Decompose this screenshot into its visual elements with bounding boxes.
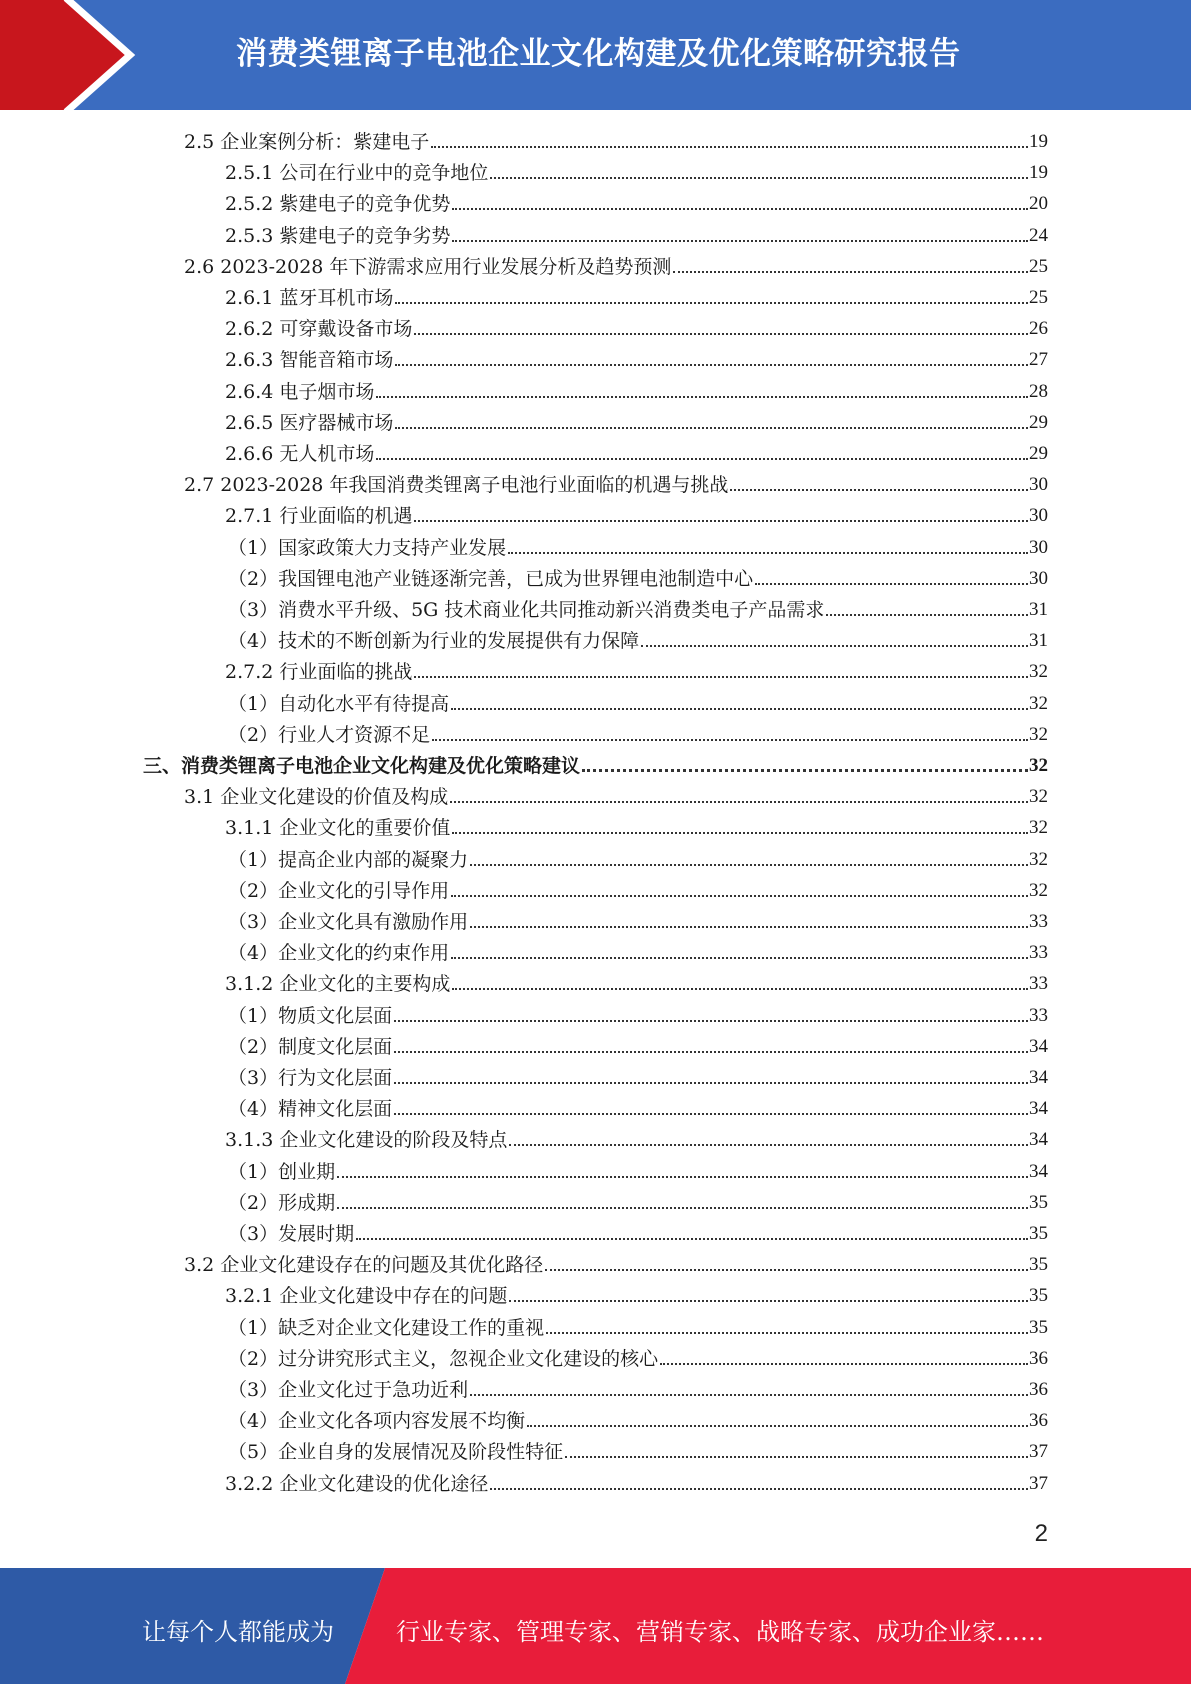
toc-dot-leader — [394, 1113, 1028, 1115]
toc-entry-page: 37 — [1029, 1441, 1048, 1462]
toc-entry-title: （4）企业文化的约束作用 — [228, 942, 450, 964]
toc-dot-leader — [470, 926, 1028, 928]
toc-dot-leader — [470, 864, 1028, 866]
toc-entry[interactable] — [228, 846, 1048, 874]
toc-dot-leader — [452, 240, 1028, 242]
toc-entry-title: 2.6 2023-2028 年下游需求应用行业发展分析及趋势预测 — [184, 256, 672, 278]
toc-entry[interactable] — [225, 222, 1048, 250]
toc-entry-page: 31 — [1029, 630, 1048, 651]
footer-slogan-left: 让每个人都能成为 — [142, 1618, 334, 1646]
toc-entry-page: 35 — [1029, 1192, 1048, 1213]
toc-entry-page: 29 — [1029, 443, 1048, 464]
toc-entry[interactable] — [228, 534, 1048, 562]
toc-entry-title: 2.6.2 可穿戴设备市场 — [225, 318, 413, 340]
toc-dot-leader — [565, 1456, 1028, 1458]
toc-entry[interactable] — [228, 1314, 1048, 1342]
toc-dot-leader — [376, 458, 1028, 460]
toc-entry-title: 2.5.2 紫建电子的竞争优势 — [225, 193, 451, 215]
toc-entry-title: （4）精神文化层面 — [228, 1098, 393, 1120]
toc-entry-page: 34 — [1029, 1129, 1048, 1150]
toc-entry-page: 32 — [1029, 817, 1048, 838]
toc-dot-leader — [660, 1363, 1028, 1365]
toc-entry-title: （1）创业期 — [228, 1161, 336, 1183]
toc-entry[interactable] — [225, 814, 1048, 842]
toc-dot-leader — [490, 1488, 1028, 1490]
toc-entry[interactable] — [184, 128, 1048, 156]
toc-entry-page: 34 — [1029, 1067, 1048, 1088]
toc-entry[interactable] — [228, 690, 1048, 718]
toc-entry-page: 35 — [1029, 1223, 1048, 1244]
toc-dot-leader — [509, 1300, 1028, 1302]
toc-entry-title: 3.1.1 企业文化的重要价值 — [225, 817, 451, 839]
toc-entry[interactable] — [228, 1376, 1048, 1404]
toc-entry[interactable] — [225, 440, 1048, 468]
toc-entry-page: 19 — [1029, 131, 1048, 152]
toc-dot-leader — [431, 146, 1028, 148]
toc-entry-page: 34 — [1029, 1098, 1048, 1119]
toc-dot-leader — [508, 552, 1028, 554]
toc-entry[interactable] — [228, 1158, 1048, 1186]
toc-entry-title: （3）企业文化具有激励作用 — [228, 911, 469, 933]
toc-entry-title: （2）形成期 — [228, 1192, 336, 1214]
toc-entry-title: 2.6.1 蓝牙耳机市场 — [225, 287, 394, 309]
toc-dot-leader — [451, 708, 1028, 710]
toc-dot-leader — [545, 1269, 1028, 1271]
toc-entry[interactable] — [228, 1189, 1048, 1217]
toc-dot-leader — [414, 333, 1028, 335]
toc-entry[interactable] — [225, 378, 1048, 406]
toc-entry[interactable] — [225, 346, 1048, 374]
toc-entry[interactable] — [228, 1407, 1048, 1435]
toc-entry-page: 30 — [1029, 537, 1048, 558]
toc-entry[interactable] — [225, 190, 1048, 218]
toc-entry-title: （2）过分讲究形式主义，忽视企业文化建设的核心 — [228, 1348, 659, 1370]
toc-entry-title: 2.7.2 行业面临的挑战 — [225, 661, 413, 683]
toc-entry-title: 2.5.1 公司在行业中的竞争地位 — [225, 162, 489, 184]
toc-entry-title: （3）发展时期 — [228, 1223, 355, 1245]
toc-entry-title: 2.5.3 紫建电子的竞争劣势 — [225, 225, 451, 247]
toc-entry-title: 3.2 企业文化建设存在的问题及其优化路径 — [184, 1254, 544, 1276]
toc-entry[interactable] — [228, 596, 1048, 624]
toc-entry-page: 35 — [1029, 1285, 1048, 1306]
toc-entry[interactable] — [184, 1251, 1048, 1279]
toc-entry-title: （1）物质文化层面 — [228, 1005, 393, 1027]
toc-entry-title: 2.6.5 医疗器械市场 — [225, 412, 394, 434]
toc-entry-title: 3.2.2 企业文化建设的优化途径 — [225, 1473, 489, 1495]
toc-entry-page: 25 — [1029, 287, 1048, 308]
toc-entry[interactable] — [228, 565, 1048, 593]
toc-entry[interactable] — [228, 1002, 1048, 1030]
toc-entry-page: 35 — [1029, 1254, 1048, 1275]
toc-dot-leader — [582, 769, 1028, 772]
toc-entry-page: 36 — [1029, 1379, 1048, 1400]
toc-dot-leader — [395, 364, 1028, 366]
toc-entry[interactable] — [225, 315, 1048, 343]
toc-entry[interactable] — [228, 721, 1048, 749]
toc-entry-title: （2）制度文化层面 — [228, 1036, 393, 1058]
toc-entry[interactable] — [225, 409, 1048, 437]
toc-entry-page: 37 — [1029, 1473, 1048, 1494]
toc-dot-leader — [490, 177, 1028, 179]
toc-entry[interactable] — [228, 939, 1048, 967]
toc-entry-title: （2）我国锂电池产业链逐渐完善，已成为世界锂电池制造中心 — [228, 568, 754, 590]
toc-entry-page: 32 — [1029, 661, 1048, 682]
toc-entry-title: （3）行为文化层面 — [228, 1067, 393, 1089]
toc-entry-page: 26 — [1029, 318, 1048, 339]
toc-entry-page: 35 — [1029, 1317, 1048, 1338]
toc-entry-page: 32 — [1029, 755, 1048, 776]
toc-dot-leader — [509, 1144, 1028, 1146]
toc-entry[interactable] — [225, 1470, 1048, 1498]
toc-entry-page: 20 — [1029, 193, 1048, 214]
toc-entry-title: 2.5 企业案例分析：紫建电子 — [184, 131, 430, 153]
toc-entry-title: （3）消费水平升级、5G 技术商业化共同推动新兴消费类电子产品需求 — [228, 599, 825, 621]
toc-entry[interactable] — [225, 658, 1048, 686]
toc-entry-title: 2.6.4 电子烟市场 — [225, 381, 375, 403]
toc-dot-leader — [394, 1082, 1028, 1084]
toc-entry-title: （1）缺乏对企业文化建设工作的重视 — [228, 1317, 545, 1339]
toc-entry[interactable] — [184, 783, 1048, 811]
toc-entry-page: 27 — [1029, 349, 1048, 370]
toc-dot-leader — [673, 271, 1028, 273]
toc-entry[interactable] — [184, 253, 1048, 281]
toc-entry[interactable] — [228, 1095, 1048, 1123]
toc-entry-page: 30 — [1029, 568, 1048, 589]
toc-entry-title: 2.6.3 智能音箱市场 — [225, 349, 394, 371]
toc-entry-title: （2）企业文化的引导作用 — [228, 880, 450, 902]
toc-entry-title: （4）技术的不断创新为行业的发展提供有力保障 — [228, 630, 640, 652]
toc-entry-title: （1）提高企业内部的凝聚力 — [228, 849, 469, 871]
toc-dot-leader — [395, 302, 1028, 304]
toc-dot-leader — [414, 676, 1028, 678]
toc-dot-leader — [394, 1051, 1028, 1053]
header-banner — [0, 0, 1191, 110]
toc-entry-title: （5）企业自身的发展情况及阶段性特征 — [228, 1441, 564, 1463]
page-number: 2 — [1034, 1520, 1048, 1547]
toc-entry-page: 32 — [1029, 724, 1048, 745]
toc-dot-leader — [452, 988, 1028, 990]
toc-entry-page: 33 — [1029, 1005, 1048, 1026]
toc-entry-page: 24 — [1029, 225, 1048, 246]
toc-entry-page: 29 — [1029, 412, 1048, 433]
toc-entry-title: 3.1.2 企业文化的主要构成 — [225, 973, 451, 995]
toc-dot-leader — [451, 957, 1028, 959]
toc-entry-page: 32 — [1029, 880, 1048, 901]
toc-entry[interactable] — [225, 284, 1048, 312]
toc-dot-leader — [337, 1176, 1028, 1178]
toc-dot-leader — [356, 1238, 1028, 1240]
toc-entry-page: 34 — [1029, 1036, 1048, 1057]
toc-dot-leader — [546, 1332, 1028, 1334]
toc-entry-title: 3.1 企业文化建设的价值及构成 — [184, 786, 449, 808]
toc-dot-leader — [395, 427, 1028, 429]
toc-entry[interactable] — [225, 970, 1048, 998]
toc-entry[interactable] — [228, 908, 1048, 936]
toc-dot-leader — [755, 583, 1028, 585]
toc-entry-page: 32 — [1029, 693, 1048, 714]
toc-entry-title: 三、消费类锂离子电池企业文化构建及优化策略建议 — [143, 755, 581, 777]
toc-dot-leader — [432, 739, 1028, 741]
toc-entry-title: （1）自动化水平有待提高 — [228, 693, 450, 715]
toc-entry-title: 3.2.1 企业文化建设中存在的问题 — [225, 1285, 508, 1307]
toc-entry-title: （1）国家政策大力支持产业发展 — [228, 537, 507, 559]
toc-dot-leader — [376, 396, 1028, 398]
toc-entry-page: 28 — [1029, 381, 1048, 402]
toc-dot-leader — [730, 489, 1028, 491]
toc-dot-leader — [452, 208, 1028, 210]
toc-entry-page: 33 — [1029, 973, 1048, 994]
toc-entry-title: （4）企业文化各项内容发展不均衡 — [228, 1410, 526, 1432]
toc-dot-leader — [450, 801, 1028, 803]
toc-entry[interactable] — [225, 502, 1048, 530]
toc-entry-page: 30 — [1029, 505, 1048, 526]
toc-entry-page: 19 — [1029, 162, 1048, 183]
toc-dot-leader — [394, 1020, 1028, 1022]
toc-entry[interactable] — [225, 159, 1048, 187]
toc-dot-leader — [451, 895, 1028, 897]
toc-entry-page: 33 — [1029, 942, 1048, 963]
toc-dot-leader — [641, 645, 1028, 647]
toc-entry[interactable] — [184, 471, 1048, 499]
toc-dot-leader — [452, 832, 1028, 834]
toc-entry[interactable] — [228, 627, 1048, 655]
toc-entry-page: 36 — [1029, 1348, 1048, 1369]
toc-entry[interactable] — [228, 1033, 1048, 1061]
toc-entry-title: 3.1.3 企业文化建设的阶段及特点 — [225, 1129, 508, 1151]
toc-entry[interactable] — [225, 1282, 1048, 1310]
toc-dot-leader — [527, 1425, 1028, 1427]
toc-dot-leader — [470, 1394, 1028, 1396]
toc-entry-title: （2）行业人才资源不足 — [228, 724, 431, 746]
toc-entry[interactable] — [228, 1438, 1048, 1466]
toc-entry-title: 2.7 2023-2028 年我国消费类锂离子电池行业面临的机遇与挑战 — [184, 474, 729, 496]
toc-entry-title: （3）企业文化过于急功近利 — [228, 1379, 469, 1401]
toc-entry[interactable] — [228, 1345, 1048, 1373]
footer-slogan-right: 行业专家、管理专家、营销专家、战略专家、成功企业家…… — [396, 1618, 1044, 1646]
toc-entry-title: 2.7.1 行业面临的机遇 — [225, 505, 413, 527]
toc-entry[interactable] — [143, 752, 1048, 780]
toc-entry[interactable] — [225, 1126, 1048, 1154]
toc-entry-page: 30 — [1029, 474, 1048, 495]
report-title: 消费类锂离子电池企业文化构建及优化策略研究报告 — [236, 36, 961, 72]
toc-entry[interactable] — [228, 1220, 1048, 1248]
toc-entry-page: 32 — [1029, 786, 1048, 807]
toc-dot-leader — [826, 614, 1028, 616]
toc-dot-leader — [337, 1207, 1028, 1209]
header-arrow-logo — [0, 0, 150, 110]
toc-entry[interactable] — [228, 877, 1048, 905]
toc-entry-page: 33 — [1029, 911, 1048, 932]
toc-entry-page: 25 — [1029, 256, 1048, 277]
toc-entry[interactable] — [228, 1064, 1048, 1092]
toc-entry-page: 32 — [1029, 849, 1048, 870]
toc-entry-page: 36 — [1029, 1410, 1048, 1431]
toc-entry-title: 2.6.6 无人机市场 — [225, 443, 375, 465]
toc-entry-page: 31 — [1029, 599, 1048, 620]
toc-entry-page: 34 — [1029, 1161, 1048, 1182]
toc-dot-leader — [414, 520, 1028, 522]
